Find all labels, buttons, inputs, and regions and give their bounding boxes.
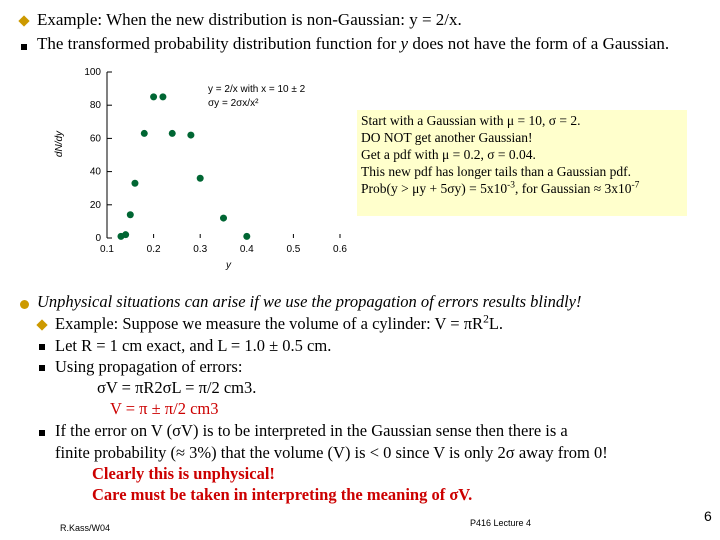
y-tick-label: 40 — [89, 166, 101, 178]
chart-title: y = 2/x with x = 10 ± 2 — [208, 84, 306, 95]
if-line-1: If the error on V (σV) is to be interpreted in the Gaussian sense then there is a — [55, 421, 568, 440]
example-line: Example: Suppose we measure the volume of a cylinder: $V = \pi R^2L$. — [55, 313, 504, 333]
y-tick-label: 100 — [84, 67, 101, 78]
data-point — [127, 211, 134, 218]
unphysical-heading: Unphysical situations can arise if we use the propagation of errors results blindly! — [37, 292, 582, 311]
note-box — [357, 110, 687, 216]
circle-bullet-icon — [20, 300, 29, 309]
data-point — [150, 93, 157, 100]
data-point — [243, 233, 250, 240]
data-point — [159, 93, 166, 100]
x-tick-label: 0.2 — [146, 244, 161, 255]
y-tick-label: 80 — [89, 100, 101, 112]
note-line-3: Get a pdf with μ = 0.2, σ = 0.04. — [361, 147, 536, 162]
chart-axes — [84, 67, 347, 255]
data-point — [220, 215, 227, 222]
chart-ylabel: dN/dy — [54, 130, 65, 158]
note-line-5: Prob(y > $\mu y + 5\sigma y) = 5x10^{-3}$, for Gaussian ≈ $3x10^{-7}$ — [361, 180, 640, 196]
x-tick-label: 0.6 — [333, 244, 347, 255]
page-number: 6 — [704, 508, 712, 524]
data-point — [131, 180, 138, 187]
data-point — [169, 130, 176, 137]
using-line: Using propagation of errors: — [55, 357, 243, 376]
square-bullet-icon — [21, 44, 27, 50]
let-line: Let R = 1 cm exact, and L = 1.0 ± 0.5 cm. — [55, 336, 332, 355]
header-line-2: The transformed probability distribution function for y does not have the form of a Gaussian. — [37, 34, 670, 53]
data-point — [122, 231, 129, 238]
chart-points — [117, 93, 250, 239]
data-point — [141, 130, 148, 137]
x-tick-label: 0.3 — [193, 244, 208, 255]
square-bullet-icon — [39, 430, 45, 436]
distribution-chart — [50, 62, 360, 272]
note-line-1: Start with a Gaussian with μ = 10, σ = 2. — [361, 113, 581, 128]
header-line-1: Example: When the new distribution is non-Gaussian: y = 2/x. — [37, 10, 462, 29]
footer-lecture: P416 Lecture 4 — [470, 518, 532, 528]
chart-xlabel: y — [226, 260, 231, 271]
data-point — [187, 132, 194, 139]
data-point — [197, 175, 204, 182]
y-tick-label: 0 — [95, 233, 101, 244]
x-tick-label: 0.5 — [286, 244, 301, 255]
diamond-bullet-icon — [18, 15, 29, 26]
x-tick-label: 0.4 — [239, 244, 254, 255]
if-line-2: finite probability (≈ 3%) that the volume (V) is < 0 since V is only 2σ away from 0! — [55, 443, 608, 462]
sigma-v-line: σV = πR2σL = π/2 cm3. — [97, 378, 257, 397]
footer-author: R.Kass/W04 — [60, 523, 111, 533]
chart-subtitle: σy = 2σx/x² — [208, 98, 259, 109]
x-tick-label: 0.1 — [100, 244, 114, 255]
y-tick-label: 60 — [89, 133, 101, 145]
square-bullet-icon — [39, 365, 45, 371]
note-line-4: This new pdf has longer tails than a Gaussian pdf. — [361, 164, 631, 179]
square-bullet-icon — [39, 344, 45, 350]
y-tick-label: 20 — [89, 199, 101, 211]
v-result-line: V = π ± π/2 cm3 — [110, 399, 219, 418]
care-line: Care must be taken in interpreting the meaning of σV. — [92, 485, 473, 504]
clearly-line: Clearly this is unphysical! — [92, 464, 275, 483]
note-line-2: DO NOT get another Gaussian! — [361, 130, 533, 145]
diamond-bullet-icon — [36, 319, 47, 330]
